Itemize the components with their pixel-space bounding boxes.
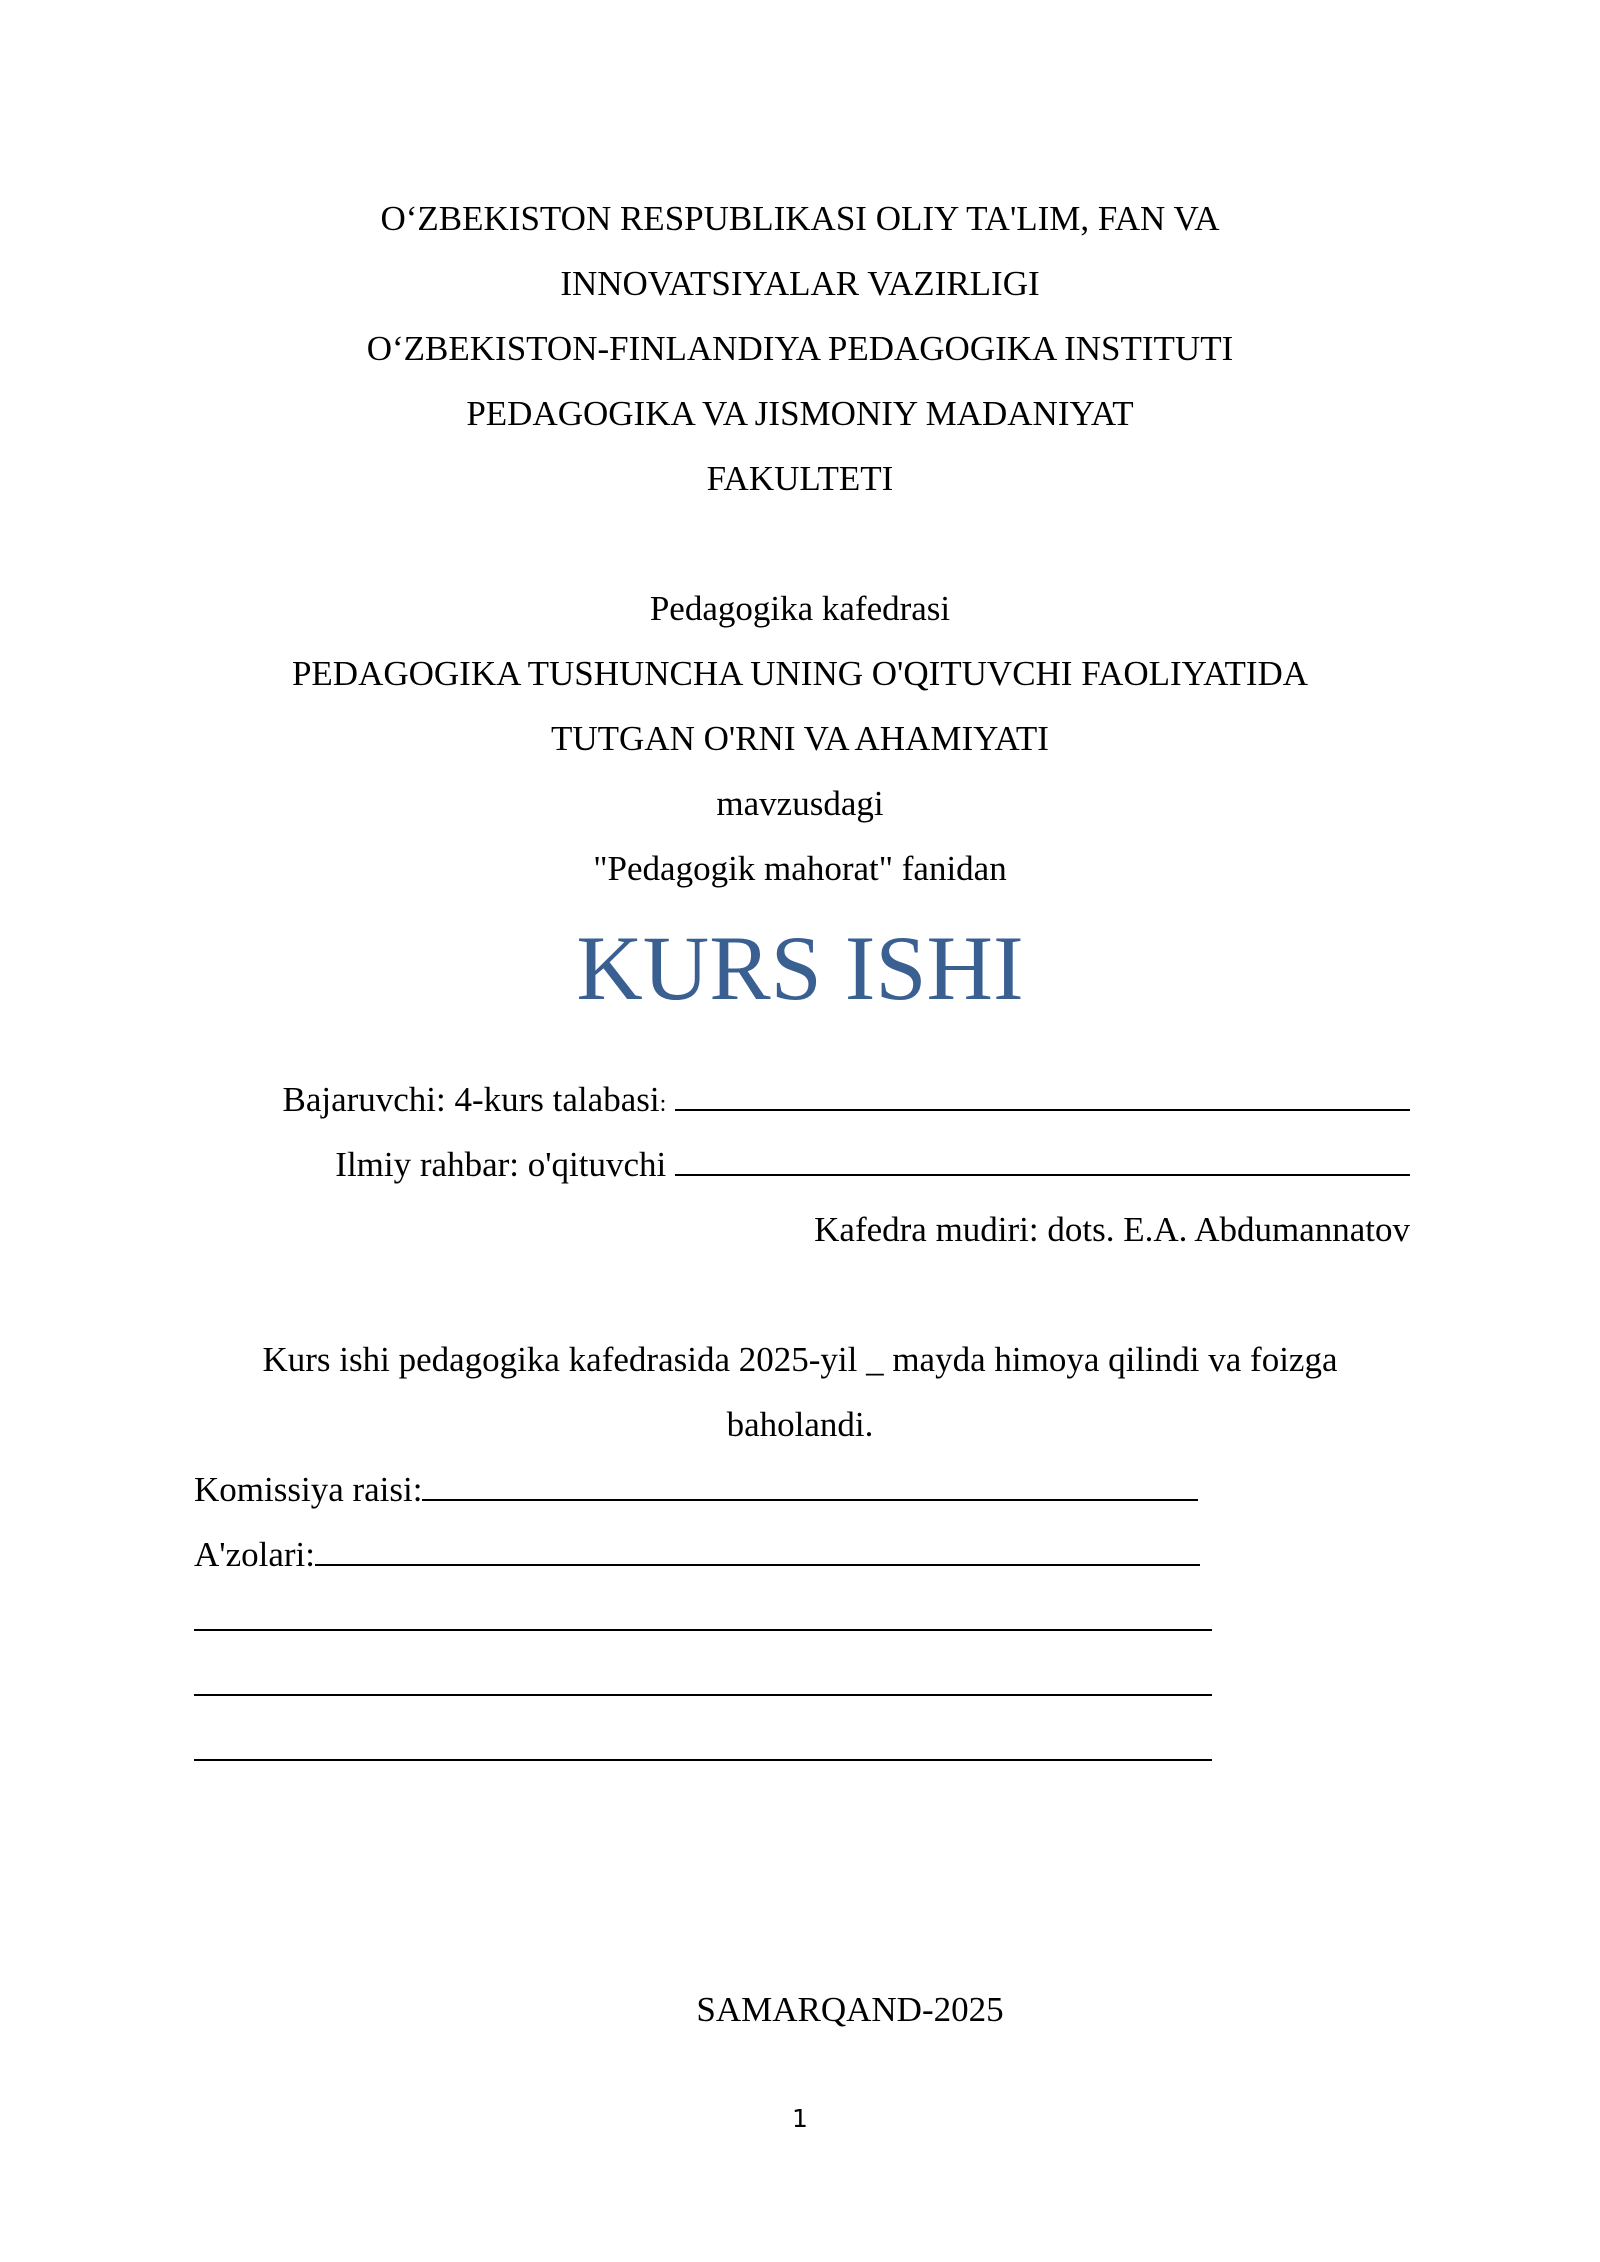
topic-title-line-2: TUTGAN O'RNI VA AHAMIYATI — [551, 719, 1049, 758]
city-year: SAMARQAND-2025 — [696, 1990, 1004, 2029]
commission-chair-row — [194, 1468, 1198, 1512]
commission-member-line — [194, 1758, 1212, 1761]
department-name: Pedagogika kafedrasi — [649, 589, 951, 628]
commission-member-line — [194, 1693, 1212, 1696]
supervisor-signature-line — [675, 1173, 1410, 1176]
commission-member-row — [194, 1728, 1212, 1772]
executor-label: Bajaruvchi: 4-kurs talabasi — [282, 1080, 660, 1119]
work-type-title: KURS ISHI — [576, 917, 1024, 1019]
topic-title-line-1: PEDAGOGIKA TUSHUNCHA UNING O'QITUVCHI FAOLIYATIDA — [291, 654, 1309, 693]
commission-member-line — [194, 1628, 1212, 1631]
ministry-line-1: O‘ZBEKISTON RESPUBLIKASI OLIY TA'LIM, FAN VA — [380, 199, 1220, 238]
faculty-line-1: PEDAGOGIKA VA JISMONIY MADANIYAT — [466, 394, 1134, 433]
head-of-department: Kafedra mudiri: dots. E.A. Abdumannatov — [814, 1210, 1410, 1249]
institute-name: O‘ZBEKISTON-FINLANDIYA PEDAGOGIKA INSTITUTI — [366, 329, 1234, 368]
supervisor-row — [335, 1143, 1410, 1187]
commission-members-label: A'zolari: — [194, 1535, 315, 1574]
commission-chair-label: Komissiya raisi: — [194, 1470, 423, 1509]
commission-chair-line — [422, 1498, 1198, 1501]
defense-line-1: Kurs ishi pedagogika kafedrasida 2025-yil _ mayda himoya qilindi va foizga — [262, 1340, 1338, 1379]
faculty-line-2: FAKULTETI — [706, 459, 894, 498]
defense-line-2: baholandi. — [726, 1405, 874, 1444]
executor-signature-line — [675, 1108, 1410, 1111]
executor-row — [282, 1078, 1410, 1126]
commission-members-line — [315, 1563, 1200, 1566]
page-number: 1 — [792, 2104, 808, 2133]
subject-line: "Pedagogik mahorat" fanidan — [593, 849, 1007, 888]
topic-mavzu: mavzusdagi — [716, 784, 884, 823]
commission-member-row — [194, 1663, 1212, 1707]
commission-members-row — [194, 1533, 1200, 1577]
ministry-line-2: INNOVATSIYALAR VAZIRLIGI — [560, 264, 1040, 303]
executor-colon: : — [659, 1091, 667, 1117]
commission-member-row — [194, 1598, 1212, 1642]
supervisor-label: Ilmiy rahbar: o'qituvchi — [335, 1145, 667, 1184]
